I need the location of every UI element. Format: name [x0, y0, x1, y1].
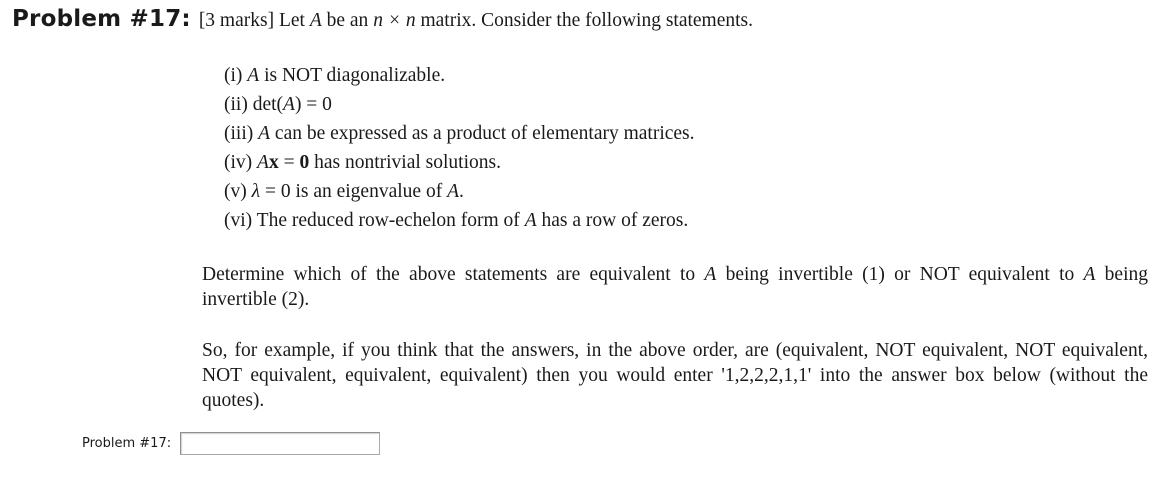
statement-math-vector: x	[268, 152, 279, 173]
instruction-text: being invertible (2).	[202, 264, 1148, 310]
statement-text: =	[278, 152, 300, 173]
statement-text: = 0 is an eigenvalue of	[260, 181, 448, 202]
statement-text: has nontrivial solutions.	[309, 152, 501, 173]
statement-text: (ii) det(	[224, 94, 284, 115]
problem-intro	[199, 10, 753, 31]
statement-text: (iv)	[224, 152, 258, 173]
problem-intro-math-a: A	[309, 10, 322, 31]
statement-math-zero-vector: 0	[299, 152, 310, 173]
answer-input[interactable]	[180, 432, 380, 455]
example-paragraph: So, for example, if you think that the answers, in the above order, are (equivalent, NOT equivalent, NOT equivalent, NOT equivalent, equivalent, equivalent) then you would enter '1,2,2,2,1,1' into the answer box below (without the quotes).	[202, 340, 1148, 411]
statement-math: A	[524, 210, 537, 231]
statement-item-vi	[224, 208, 695, 237]
statement-math: A	[447, 181, 459, 202]
statement-math: A	[247, 65, 260, 86]
statement-text: has a row of zeros.	[536, 210, 689, 231]
statement-math: λ	[251, 181, 261, 202]
statement-item-iv	[224, 150, 695, 179]
problem-marks: [3 marks] Let	[198, 10, 310, 31]
statement-text: (i)	[224, 65, 248, 86]
answer-row	[82, 432, 380, 455]
instruction-math: A	[1083, 264, 1096, 285]
instruction-math: A	[704, 264, 717, 285]
problem-intro-math-nxn: n × n	[373, 10, 416, 31]
statement-math: A	[257, 152, 269, 173]
statement-text: (vi) The reduced row-echelon form of	[224, 210, 525, 231]
statement-list	[224, 63, 695, 237]
statement-math: A	[283, 94, 295, 115]
statement-item-i	[224, 63, 695, 92]
statement-item-ii	[224, 92, 695, 121]
answer-label: Problem #17:	[82, 436, 172, 451]
statement-math: A	[258, 123, 271, 144]
problem-intro-rest: matrix. Consider the following statements.	[415, 10, 754, 31]
statement-text: (v)	[224, 181, 252, 202]
instruction-text: Determine which of the above statements are equivalent to	[202, 264, 705, 285]
statement-item-v	[224, 179, 695, 208]
problem-intro-be-an: be an	[321, 10, 374, 31]
statement-item-iii	[224, 121, 695, 150]
problem-title: Problem #17:	[12, 6, 191, 32]
instruction-paragraph	[202, 262, 1148, 312]
statement-text: ) = 0	[294, 94, 332, 115]
problem-header	[12, 6, 753, 32]
statement-text: can be expressed as a product of elementary matrices.	[270, 123, 695, 144]
statement-text: .	[458, 181, 464, 202]
statement-text: is NOT diagonalizable.	[259, 65, 446, 86]
statement-text: (iii)	[224, 123, 259, 144]
instruction-text: being invertible (1) or NOT equivalent to	[716, 264, 1084, 285]
